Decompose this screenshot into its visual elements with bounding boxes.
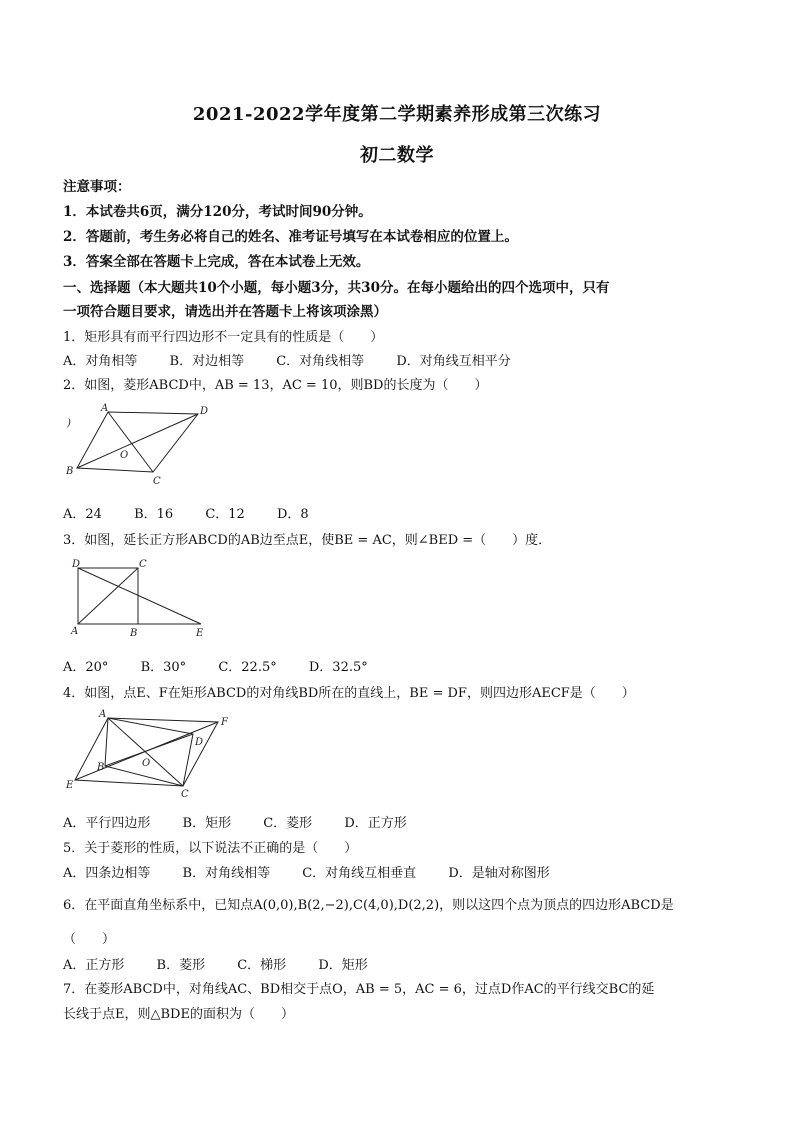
option-a: A．四条边相等 bbox=[63, 866, 151, 881]
label-c: C bbox=[181, 789, 189, 798]
quadrilateral-aecf bbox=[75, 718, 218, 786]
page-title: 2021-2022学年度第二学期素养形成第三次练习 bbox=[192, 104, 602, 125]
mark: ) bbox=[67, 418, 71, 429]
diagonal-ac bbox=[108, 718, 183, 786]
question-7-stem: 7．在菱形ABCD中，对角线AC、BD相交于点O，AB = 5，AC = 6，过点D作AC的平行线交BC的延 bbox=[63, 982, 655, 997]
option-d: D．8 bbox=[276, 507, 309, 522]
option-c: C．22.5° bbox=[218, 660, 277, 675]
label-d: D bbox=[195, 737, 204, 748]
page-subtitle: 初二数学 bbox=[360, 145, 434, 166]
option-b: B．矩形 bbox=[182, 816, 232, 831]
rhombus-abcd bbox=[77, 412, 198, 472]
question-4-figure bbox=[63, 706, 238, 802]
label-f: F bbox=[221, 717, 228, 728]
question-1-options bbox=[63, 350, 539, 369]
option-b: B．对角线相等 bbox=[182, 866, 271, 881]
question-2-stem: 2．如图，菱形ABCD中，AB = 13，AC = 10，则BD的长度为（ ） bbox=[63, 378, 488, 393]
label-b: B bbox=[130, 628, 138, 639]
option-b: B．菱形 bbox=[156, 958, 206, 973]
question-4-options bbox=[63, 812, 435, 831]
question-5-options bbox=[63, 862, 578, 881]
option-c: C．菱形 bbox=[263, 816, 313, 831]
label-d: D bbox=[200, 406, 209, 417]
question-3-options bbox=[63, 656, 396, 675]
label-a: A bbox=[71, 626, 79, 637]
option-a: A．24 bbox=[63, 507, 102, 522]
option-a: A．20° bbox=[63, 660, 109, 675]
option-c: C．对角线相等 bbox=[276, 354, 365, 369]
question-4-stem: 4．如图，点E、F在矩形ABCD的对角线BD所在的直线上，BE = DF，则四边形AECF是（ ） bbox=[63, 686, 635, 701]
label-d: D bbox=[72, 559, 81, 570]
label-c: C bbox=[139, 559, 147, 570]
option-d: D．矩形 bbox=[318, 958, 368, 973]
label-o: O bbox=[120, 450, 129, 461]
label-a: A bbox=[101, 403, 109, 414]
label-e: E bbox=[66, 780, 74, 791]
notice-item: 2．答题前，考生务必将自己的姓名、准考证号填写在本试卷相应的位置上。 bbox=[63, 229, 518, 245]
question-5-stem: 5．关于菱形的性质，以下说法不正确的是（ ） bbox=[63, 841, 358, 856]
notice-item: 3．答案全部在答题卡上完成，答在本试卷上无效。 bbox=[63, 254, 370, 270]
question-2-figure bbox=[63, 400, 213, 489]
option-a: A．平行四边形 bbox=[63, 816, 151, 831]
question-6-stem: 6．在平面直角坐标系中，已知点A(0,0),B(2,−2),C(4,0),D(2,2)，则以这四个点为顶点的四边形ABCD是 bbox=[63, 898, 674, 913]
option-a: A．正方形 bbox=[63, 958, 125, 973]
label-a: A bbox=[99, 709, 107, 720]
label-o: O bbox=[142, 758, 151, 769]
label-b: B bbox=[66, 466, 74, 477]
notice-item: 1．本试卷共6页，满分120分，考试时间90分钟。 bbox=[63, 204, 372, 220]
option-d: D．是轴对称图形 bbox=[448, 866, 550, 881]
option-a: A．对角相等 bbox=[63, 354, 138, 369]
question-1-stem: 1．矩形具有而平行四边形不一定具有的性质是（ ） bbox=[63, 330, 384, 345]
section-heading-cont: 一项符合题目要求，请选出并在答题卡上将该项涂黑） bbox=[63, 304, 387, 320]
diagonal-bd bbox=[77, 414, 198, 468]
option-b: B．对边相等 bbox=[169, 354, 245, 369]
option-d: D．正方形 bbox=[344, 816, 407, 831]
label-b: B bbox=[97, 762, 105, 773]
label-c: C bbox=[153, 476, 161, 485]
option-d: D．32.5° bbox=[308, 660, 368, 675]
option-c: C．12 bbox=[205, 507, 245, 522]
label-e: E bbox=[196, 628, 204, 639]
rectangle-abcd bbox=[105, 718, 193, 786]
option-b: B．16 bbox=[134, 507, 174, 522]
option-d: D．对角线互相平分 bbox=[396, 354, 511, 369]
option-c: C．梯形 bbox=[237, 958, 287, 973]
question-3-stem: 3．如图，延长正方形ABCD的AB边至点E，使BE = AC，则∠BED =（ ）度． bbox=[63, 533, 552, 548]
diagonal-ac bbox=[108, 412, 153, 472]
question-6-stem-cont: （ ） bbox=[63, 932, 116, 947]
diagonal-ac bbox=[78, 568, 138, 624]
question-3-figure bbox=[63, 558, 223, 644]
section-heading: 一、选择题（本大题共10个小题，每小题3分，共30分。在每小题给出的四个选项中，只有 bbox=[63, 280, 610, 296]
notice-heading: 注意事项： bbox=[63, 179, 131, 195]
question-7-stem-cont: 长线于点E，则△BDE的面积为（ ） bbox=[63, 1007, 294, 1022]
option-b: B．30° bbox=[140, 660, 187, 675]
question-2-options bbox=[63, 503, 337, 522]
question-6-options bbox=[63, 954, 396, 973]
segment-de bbox=[78, 568, 201, 624]
option-c: C．对角线互相垂直 bbox=[302, 866, 417, 881]
